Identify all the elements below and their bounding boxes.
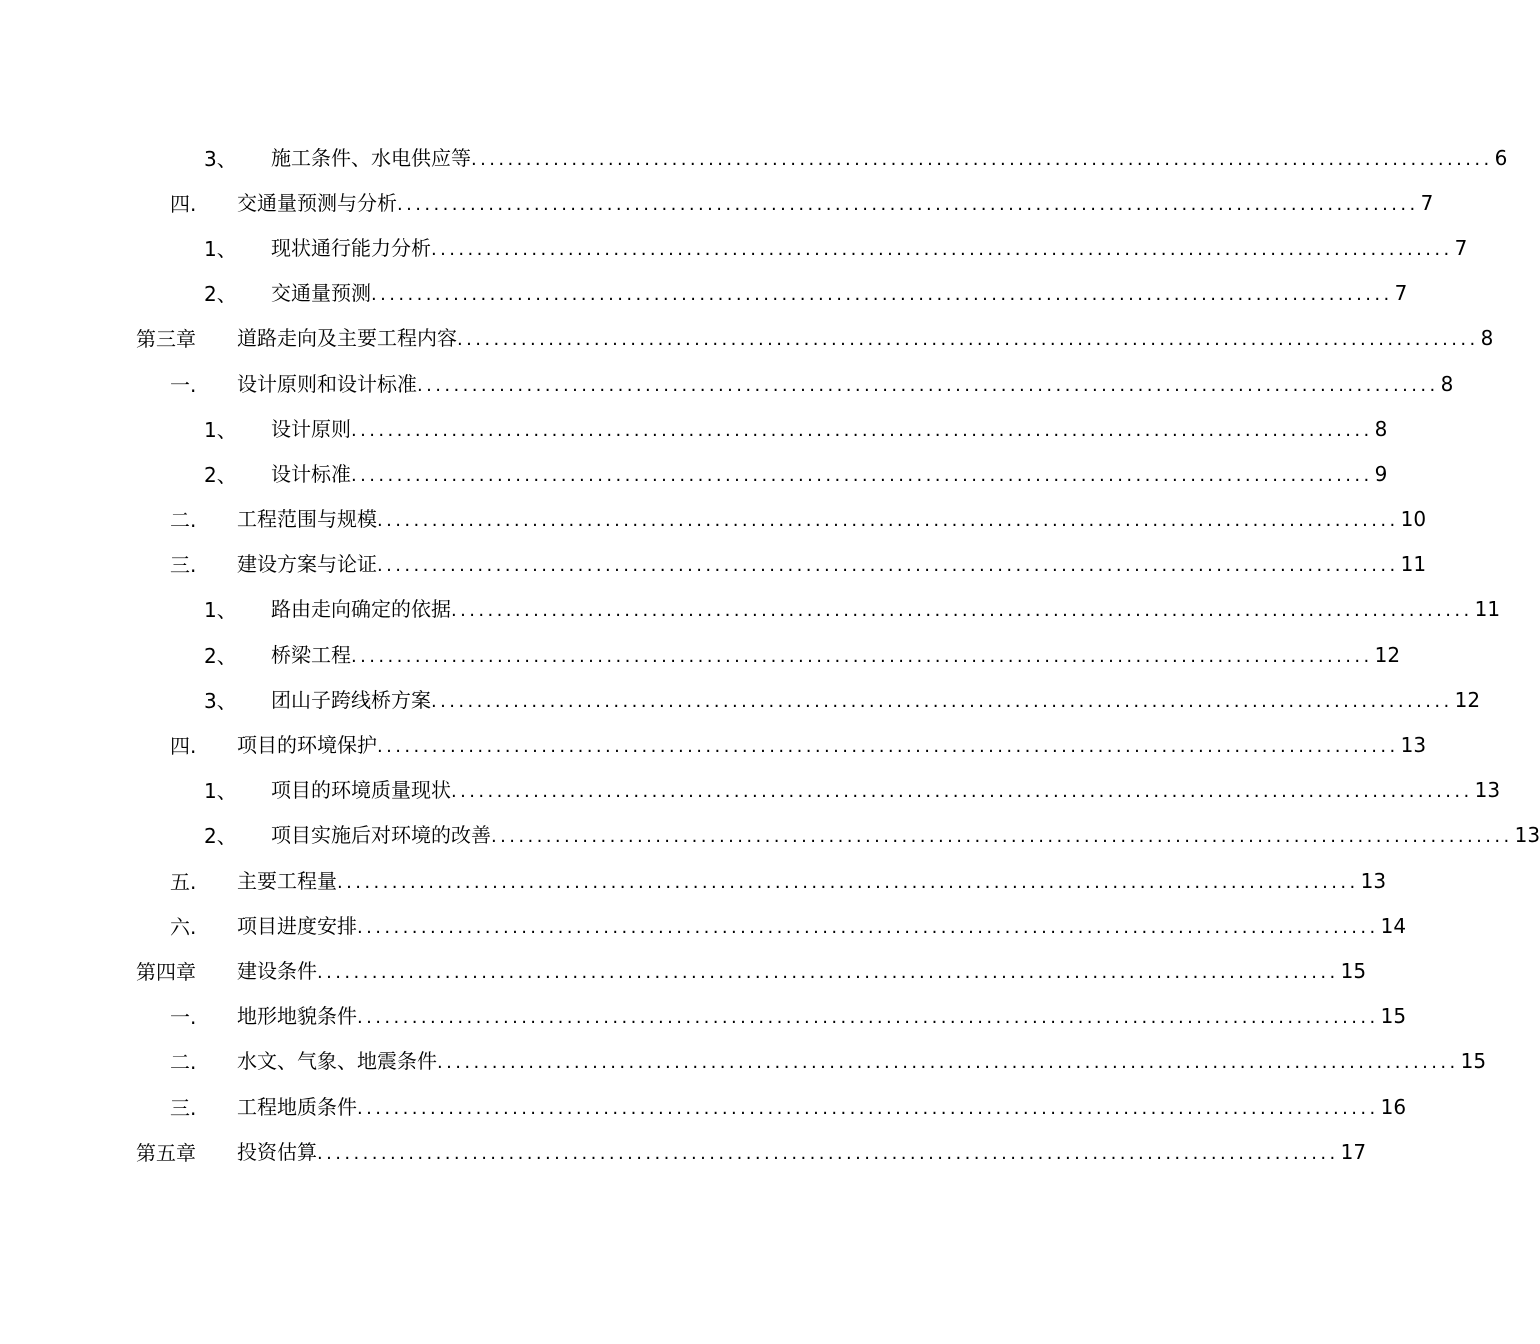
dot-leader: ................................................................................................................ (371, 284, 1393, 306)
toc-entry-page-number: 15 (1340, 958, 1367, 983)
dot-leader: ................................................................................................................ (431, 238, 1453, 260)
dot-leader: ................................................................................................................ (397, 193, 1419, 215)
toc-entry-number: 1、 (204, 417, 237, 442)
toc-entry-page-number: 7 (1420, 190, 1434, 215)
dot-leader: ................................................................................................................ (337, 871, 1359, 893)
toc-entry[interactable] (0, 949, 1367, 994)
toc-entry-page-number: 13 (1514, 823, 1540, 848)
dot-leader: ................................................................................................................ (351, 464, 1373, 486)
toc-entry-title: 工程地质条件 (237, 1094, 357, 1119)
toc-entry-page-number: 11 (1400, 552, 1427, 577)
dot-leader: ................................................................................................................ (351, 645, 1373, 667)
toc-entry-title: 建设方案与论证 (237, 552, 377, 577)
dot-leader: ................................................................................................................ (457, 329, 1479, 351)
toc-entry-title: 地形地貌条件 (237, 1004, 357, 1029)
toc-entry[interactable] (0, 136, 1508, 181)
toc-entry-title: 交通量预测 (271, 281, 371, 306)
toc-entry-number: 一. (170, 372, 197, 397)
toc-entry-page-number: 12 (1374, 642, 1401, 667)
toc-entry[interactable] (0, 407, 1388, 452)
toc-entry-title: 团山子跨线桥方案 (271, 687, 431, 712)
toc-entry[interactable] (0, 814, 1540, 859)
toc-entry-page-number: 6 (1494, 145, 1508, 170)
toc-entry-number: 2、 (204, 643, 237, 668)
toc-entry-page-number: 13 (1474, 778, 1501, 803)
dot-leader: ................................................................................................................ (451, 600, 1473, 622)
dot-leader: ................................................................................................................ (377, 736, 1399, 758)
toc-entry-title: 项目的环境保护 (237, 733, 377, 758)
toc-entry[interactable] (0, 226, 1468, 271)
toc-entry-page-number: 14 (1380, 913, 1407, 938)
toc-entry-page-number: 7 (1394, 281, 1408, 306)
toc-entry-page-number: 13 (1360, 868, 1387, 893)
toc-entry-number: 2、 (204, 282, 237, 307)
dot-leader: ................................................................................................................ (351, 419, 1373, 441)
toc-entry-number: 四. (170, 191, 197, 216)
toc-entry-title: 交通量预测与分析 (237, 190, 397, 215)
toc-entry[interactable] (0, 452, 1388, 497)
toc-entry-title: 桥梁工程 (271, 642, 351, 667)
toc-entry-title: 路由走向确定的依据 (271, 597, 451, 622)
dot-leader: ................................................................................................................ (451, 781, 1473, 803)
toc-entry-title: 项目的环境质量现状 (271, 778, 451, 803)
toc-entry-number: 1、 (204, 598, 237, 623)
toc-entry[interactable] (0, 769, 1501, 814)
toc-entry-page-number: 15 (1460, 1049, 1487, 1074)
toc-entry[interactable] (0, 181, 1434, 226)
dot-leader: ................................................................................................................ (491, 826, 1513, 848)
toc-entry-title: 项目进度安排 (237, 913, 357, 938)
dot-leader: ................................................................................................................ (317, 1142, 1339, 1164)
toc-entry-number: 二. (170, 508, 197, 533)
toc-entry[interactable] (0, 678, 1481, 723)
toc-entry-number: 第五章 (136, 1140, 196, 1165)
toc-entry[interactable] (0, 995, 1407, 1040)
dot-leader: ................................................................................................................ (377, 510, 1399, 532)
toc-entry-page-number: 12 (1454, 687, 1481, 712)
toc-entry-title: 施工条件、水电供应等 (271, 145, 471, 170)
toc-entry[interactable] (0, 1040, 1487, 1085)
toc-entry-title: 项目实施后对环境的改善 (271, 823, 491, 848)
toc-entry-title: 现状通行能力分析 (271, 235, 431, 260)
dot-leader: ................................................................................................................ (377, 555, 1399, 577)
toc-entry[interactable] (0, 1085, 1407, 1130)
dot-leader: ................................................................................................................ (357, 1097, 1379, 1119)
toc-entry-page-number: 8 (1480, 326, 1494, 351)
toc-entry-number: 2、 (204, 824, 237, 849)
toc-entry-number: 三. (170, 553, 197, 578)
dot-leader: ................................................................................................................ (431, 690, 1453, 712)
toc-entry-number: 第四章 (136, 959, 196, 984)
toc-entry[interactable] (0, 633, 1401, 678)
toc-entry-number: 3、 (204, 688, 237, 713)
dot-leader: ................................................................................................................ (357, 1007, 1379, 1029)
toc-entry-number: 第三章 (136, 327, 196, 352)
toc-entry[interactable] (0, 543, 1427, 588)
toc-entry-page-number: 9 (1374, 461, 1388, 486)
toc-entry-number: 二. (170, 1050, 197, 1075)
toc-entry[interactable] (0, 1130, 1367, 1175)
toc-entry[interactable] (0, 317, 1494, 362)
toc-entry-number: 3、 (204, 146, 237, 171)
toc-entry[interactable] (0, 904, 1407, 949)
toc-entry-page-number: 7 (1454, 235, 1468, 260)
toc-entry[interactable] (0, 498, 1427, 543)
toc-entry-title: 设计标准 (271, 461, 351, 486)
toc-entry-page-number: 8 (1440, 371, 1454, 396)
toc-entry-number: 2、 (204, 462, 237, 487)
toc-entry-number: 1、 (204, 779, 237, 804)
toc-entry-page-number: 8 (1374, 416, 1388, 441)
toc-entry-number: 五. (170, 869, 197, 894)
toc-entry-number: 六. (170, 914, 197, 939)
dot-leader: ................................................................................................................ (417, 374, 1439, 396)
toc-entry-title: 设计原则 (271, 416, 351, 441)
toc-entry-title: 工程范围与规模 (237, 507, 377, 532)
toc-entry-title: 建设条件 (237, 958, 317, 983)
toc-entry-page-number: 11 (1474, 597, 1501, 622)
toc-entry-title: 道路走向及主要工程内容 (237, 326, 457, 351)
toc-entry-number: 一. (170, 1005, 197, 1030)
toc-entry-number: 四. (170, 734, 197, 759)
table-of-contents (0, 136, 1540, 1175)
toc-entry[interactable] (0, 272, 1408, 317)
dot-leader: ................................................................................................................ (437, 1052, 1459, 1074)
toc-entry-number: 三. (170, 1095, 197, 1120)
toc-entry-page-number: 15 (1380, 1004, 1407, 1029)
toc-entry-title: 水文、气象、地震条件 (237, 1049, 437, 1074)
toc-entry[interactable] (0, 723, 1427, 768)
toc-entry-page-number: 13 (1400, 733, 1427, 758)
toc-entry-page-number: 10 (1400, 507, 1427, 532)
toc-entry[interactable] (0, 588, 1501, 633)
toc-entry-title: 主要工程量 (237, 868, 337, 893)
dot-leader: ................................................................................................................ (357, 916, 1379, 938)
toc-entry-page-number: 17 (1340, 1139, 1367, 1164)
toc-entry-title: 投资估算 (237, 1139, 317, 1164)
toc-entry[interactable] (0, 362, 1454, 407)
toc-entry[interactable] (0, 859, 1387, 904)
toc-entry-title: 设计原则和设计标准 (237, 371, 417, 396)
toc-entry-page-number: 16 (1380, 1094, 1407, 1119)
dot-leader: ................................................................................................................ (471, 148, 1493, 170)
toc-entry-number: 1、 (204, 236, 237, 261)
dot-leader: ................................................................................................................ (317, 961, 1339, 983)
